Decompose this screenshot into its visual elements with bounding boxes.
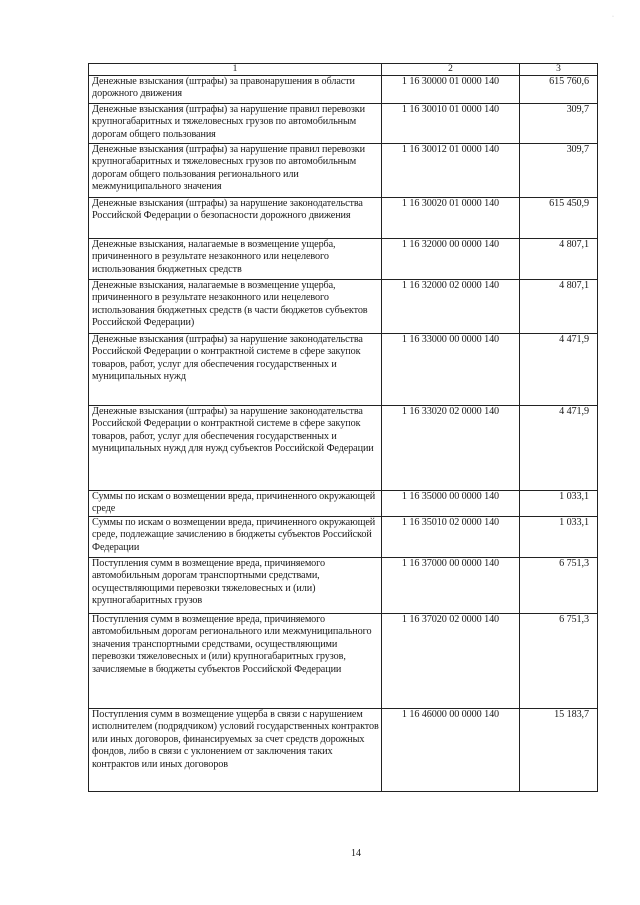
row-amount: 1 033,1 (520, 517, 598, 558)
row-amount: 6 751,3 (520, 558, 598, 614)
row-amount: 4 807,1 (520, 239, 598, 280)
table-row (89, 517, 598, 558)
table-row (89, 406, 598, 491)
row-code: 1 16 33000 00 0000 140 (382, 334, 520, 406)
row-amount: 1 033,1 (520, 491, 598, 517)
row-description: Поступления сумм в возмещение вреда, причиняемого автомобильным дорогам регионального или межмуниципального значения транспортными средствами, осуществляющими перевозки тяжеловесных и (или) крупногабаритных грузов, зачисляемые в бюджеты субъектов Российской Федерации (89, 614, 382, 709)
row-code: 1 16 30012 01 0000 140 (382, 144, 520, 198)
row-description: Денежные взыскания (штрафы) за нарушение правил перевозки крупногабаритных и тяжеловесных грузов по автомобильным дорогам общего пользования регионального или межмуниципального значения (89, 144, 382, 198)
row-amount: 4 471,9 (520, 406, 598, 491)
row-amount: 615 450,9 (520, 198, 598, 239)
row-code: 1 16 33020 02 0000 140 (382, 406, 520, 491)
document-sheet (88, 63, 597, 792)
revenue-table (88, 63, 598, 792)
table-row (89, 709, 598, 792)
row-amount: 4 807,1 (520, 280, 598, 334)
row-description: Денежные взыскания (штрафы) за правонарушения в области дорожного движения (89, 76, 382, 104)
scan-mark: · (612, 14, 614, 20)
header-col-2: 2 (382, 64, 520, 76)
row-code: 1 16 37020 02 0000 140 (382, 614, 520, 709)
row-description: Суммы по искам о возмещении вреда, причиненного окружающей среде (89, 491, 382, 517)
row-amount: 4 471,9 (520, 334, 598, 406)
table-row (89, 558, 598, 614)
row-description: Поступления сумм в возмещение вреда, причиняемого автомобильным дорогам транспортными средствами, осуществляющими перевозки тяжеловесных и (или) крупногабаритных грузов (89, 558, 382, 614)
row-code: 1 16 30010 01 0000 140 (382, 104, 520, 144)
table-row (89, 614, 598, 709)
row-code: 1 16 32000 02 0000 140 (382, 280, 520, 334)
row-code: 1 16 46000 00 0000 140 (382, 709, 520, 792)
row-amount: 615 760,6 (520, 76, 598, 104)
row-description: Денежные взыскания, налагаемые в возмещение ущерба, причиненного в результате незаконного или нецелевого использования бюджетных средств (в части бюджетов субъектов Российской Федерации) (89, 280, 382, 334)
table-row (89, 239, 598, 280)
row-code: 1 16 32000 00 0000 140 (382, 239, 520, 280)
row-description: Денежные взыскания, налагаемые в возмещение ущерба, причиненного в результате незаконного или нецелевого использования бюджетных средств (89, 239, 382, 280)
table-row (89, 104, 598, 144)
table-row (89, 144, 598, 198)
table-row (89, 76, 598, 104)
row-code: 1 16 30000 01 0000 140 (382, 76, 520, 104)
row-amount: 309,7 (520, 144, 598, 198)
row-code: 1 16 35010 02 0000 140 (382, 517, 520, 558)
row-description: Суммы по искам о возмещении вреда, причиненного окружающей среде, подлежащие зачислению в бюджеты субъектов Российской Федерации (89, 517, 382, 558)
row-description: Поступления сумм в возмещение ущерба в связи с нарушением исполнителем (подрядчиком) условий государственных контрактов или иных договоров, финансируемых за счет средств дорожных фондов, либо в связи с уклонением от заключения таких контрактов или иных договоров (89, 709, 382, 792)
row-description: Денежные взыскания (штрафы) за нарушение правил перевозки крупногабаритных и тяжеловесных грузов по автомобильным дорогам общего пользования (89, 104, 382, 144)
header-col-1: 1 (89, 64, 382, 76)
table-row (89, 280, 598, 334)
header-row (89, 64, 598, 76)
page-number: 14 (351, 848, 361, 859)
table-row (89, 334, 598, 406)
row-amount: 15 183,7 (520, 709, 598, 792)
row-code: 1 16 30020 01 0000 140 (382, 198, 520, 239)
header-col-3: 3 (520, 64, 598, 76)
row-code: 1 16 35000 00 0000 140 (382, 491, 520, 517)
row-amount: 309,7 (520, 104, 598, 144)
row-description: Денежные взыскания (штрафы) за нарушение законодательства Российской Федерации о контрактной системе в сфере закупок товаров, работ, услуг для обеспечения государственных и муниципальных нужд для нужд субъектов Российской Федерации (89, 406, 382, 491)
table-row (89, 198, 598, 239)
row-description: Денежные взыскания (штрафы) за нарушение законодательства Российской Федерации о контрактной системе в сфере закупок товаров, работ, услуг для обеспечения государственных и муниципальных нужд (89, 334, 382, 406)
row-code: 1 16 37000 00 0000 140 (382, 558, 520, 614)
row-description: Денежные взыскания (штрафы) за нарушение законодательства Российской Федерации о безопасности дорожного движения (89, 198, 382, 239)
row-amount: 6 751,3 (520, 614, 598, 709)
table-row (89, 491, 598, 517)
